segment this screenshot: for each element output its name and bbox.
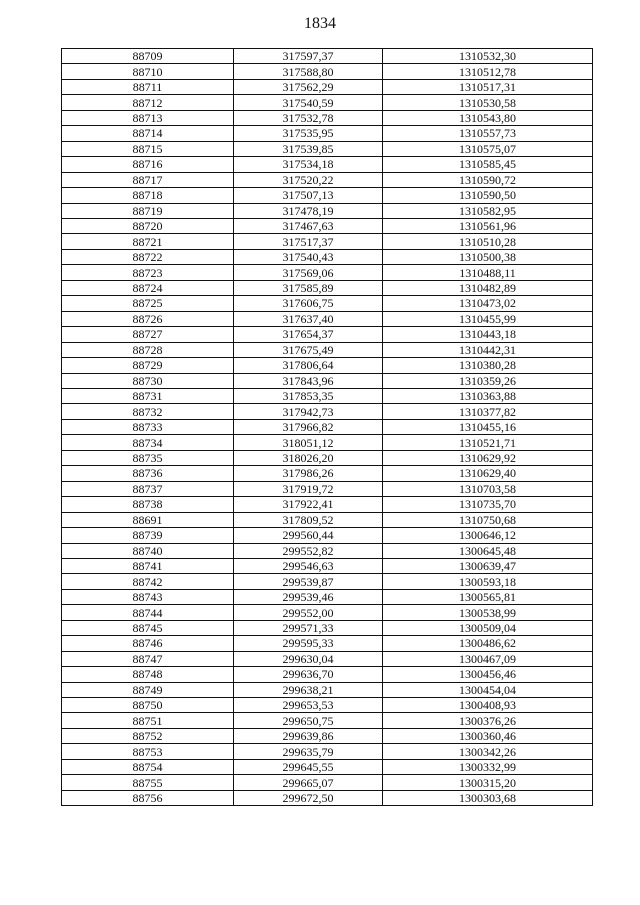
x-coordinate-cell: 317986,26	[234, 466, 383, 481]
point-number-cell: 88723	[62, 265, 234, 280]
x-coordinate-cell: 317520,22	[234, 172, 383, 187]
x-coordinate-cell: 317942,73	[234, 404, 383, 419]
y-coordinate-cell: 1310590,72	[383, 172, 593, 187]
table-row	[62, 775, 593, 790]
point-number-cell: 88727	[62, 327, 234, 342]
table-row	[62, 574, 593, 589]
y-coordinate-cell: 1310703,58	[383, 481, 593, 496]
x-coordinate-cell: 317637,40	[234, 311, 383, 326]
point-number-cell: 88741	[62, 558, 234, 573]
y-coordinate-cell: 1310377,82	[383, 404, 593, 419]
coordinates-table-container	[61, 48, 589, 806]
point-number-cell: 88718	[62, 188, 234, 203]
x-coordinate-cell: 317517,37	[234, 234, 383, 249]
point-number-cell: 88749	[62, 682, 234, 697]
x-coordinate-cell: 299672,50	[234, 790, 383, 805]
y-coordinate-cell: 1310443,18	[383, 327, 593, 342]
y-coordinate-cell: 1310629,40	[383, 466, 593, 481]
table-row	[62, 388, 593, 403]
table-row	[62, 605, 593, 620]
point-number-cell: 88710	[62, 64, 234, 79]
y-coordinate-cell: 1310482,89	[383, 280, 593, 295]
x-coordinate-cell: 317478,19	[234, 203, 383, 218]
x-coordinate-cell: 299560,44	[234, 528, 383, 543]
y-coordinate-cell: 1310582,95	[383, 203, 593, 218]
point-number-cell: 88711	[62, 79, 234, 94]
x-coordinate-cell: 299552,82	[234, 543, 383, 558]
y-coordinate-cell: 1310590,50	[383, 188, 593, 203]
point-number-cell: 88709	[62, 49, 234, 64]
x-coordinate-cell: 317585,89	[234, 280, 383, 295]
table-row	[62, 157, 593, 172]
x-coordinate-cell: 299539,87	[234, 574, 383, 589]
x-coordinate-cell: 317654,37	[234, 327, 383, 342]
table-row	[62, 249, 593, 264]
x-coordinate-cell: 299650,75	[234, 713, 383, 728]
point-number-cell: 88724	[62, 280, 234, 295]
point-number-cell: 88720	[62, 218, 234, 233]
table-row	[62, 481, 593, 496]
point-number-cell: 88742	[62, 574, 234, 589]
x-coordinate-cell: 317507,13	[234, 188, 383, 203]
x-coordinate-cell: 299635,79	[234, 744, 383, 759]
y-coordinate-cell: 1310512,78	[383, 64, 593, 79]
table-row	[62, 296, 593, 311]
table-row	[62, 141, 593, 156]
point-number-cell: 88736	[62, 466, 234, 481]
coordinates-table-body	[62, 49, 593, 806]
y-coordinate-cell: 1300509,04	[383, 620, 593, 635]
y-coordinate-cell: 1310735,70	[383, 497, 593, 512]
table-row	[62, 218, 593, 233]
y-coordinate-cell: 1310561,96	[383, 218, 593, 233]
y-coordinate-cell: 1300342,26	[383, 744, 593, 759]
y-coordinate-cell: 1300467,09	[383, 651, 593, 666]
point-number-cell: 88725	[62, 296, 234, 311]
table-row	[62, 172, 593, 187]
point-number-cell: 88721	[62, 234, 234, 249]
point-number-cell: 88712	[62, 95, 234, 110]
y-coordinate-cell: 1300408,93	[383, 698, 593, 713]
point-number-cell: 88748	[62, 667, 234, 682]
point-number-cell: 88746	[62, 636, 234, 651]
table-row	[62, 79, 593, 94]
y-coordinate-cell: 1300646,12	[383, 528, 593, 543]
x-coordinate-cell: 317588,80	[234, 64, 383, 79]
table-row	[62, 203, 593, 218]
table-row	[62, 636, 593, 651]
table-row	[62, 651, 593, 666]
y-coordinate-cell: 1310557,73	[383, 126, 593, 141]
point-number-cell: 88730	[62, 373, 234, 388]
y-coordinate-cell: 1300376,26	[383, 713, 593, 728]
point-number-cell: 88729	[62, 358, 234, 373]
y-coordinate-cell: 1300486,62	[383, 636, 593, 651]
y-coordinate-cell: 1310442,31	[383, 342, 593, 357]
y-coordinate-cell: 1310359,26	[383, 373, 593, 388]
x-coordinate-cell: 299571,33	[234, 620, 383, 635]
x-coordinate-cell: 318051,12	[234, 435, 383, 450]
y-coordinate-cell: 1310517,31	[383, 79, 593, 94]
x-coordinate-cell: 317539,85	[234, 141, 383, 156]
point-number-cell: 88752	[62, 728, 234, 743]
table-row	[62, 713, 593, 728]
x-coordinate-cell: 317675,49	[234, 342, 383, 357]
y-coordinate-cell: 1310500,38	[383, 249, 593, 264]
page-number: 1834	[304, 15, 336, 32]
point-number-cell: 88733	[62, 419, 234, 434]
y-coordinate-cell: 1310455,16	[383, 419, 593, 434]
point-number-cell: 88731	[62, 388, 234, 403]
y-coordinate-cell: 1310521,71	[383, 435, 593, 450]
x-coordinate-cell: 317809,52	[234, 512, 383, 527]
table-row	[62, 497, 593, 512]
x-coordinate-cell: 317540,43	[234, 249, 383, 264]
y-coordinate-cell: 1300360,46	[383, 728, 593, 743]
y-coordinate-cell: 1310585,45	[383, 157, 593, 172]
table-row	[62, 234, 593, 249]
y-coordinate-cell: 1310510,28	[383, 234, 593, 249]
x-coordinate-cell: 299638,21	[234, 682, 383, 697]
point-number-cell: 88753	[62, 744, 234, 759]
x-coordinate-cell: 299639,86	[234, 728, 383, 743]
x-coordinate-cell: 317535,95	[234, 126, 383, 141]
y-coordinate-cell: 1310455,99	[383, 311, 593, 326]
y-coordinate-cell: 1310543,80	[383, 110, 593, 125]
x-coordinate-cell: 317467,63	[234, 218, 383, 233]
y-coordinate-cell: 1300456,46	[383, 667, 593, 682]
x-coordinate-cell: 299636,70	[234, 667, 383, 682]
x-coordinate-cell: 299653,53	[234, 698, 383, 713]
point-number-cell: 88722	[62, 249, 234, 264]
x-coordinate-cell: 317806,64	[234, 358, 383, 373]
table-row	[62, 667, 593, 682]
y-coordinate-cell: 1310532,30	[383, 49, 593, 64]
table-row	[62, 342, 593, 357]
point-number-cell: 88739	[62, 528, 234, 543]
x-coordinate-cell: 299546,63	[234, 558, 383, 573]
y-coordinate-cell: 1310750,68	[383, 512, 593, 527]
point-number-cell: 88732	[62, 404, 234, 419]
table-row	[62, 466, 593, 481]
table-row	[62, 790, 593, 805]
point-number-cell: 88754	[62, 759, 234, 774]
point-number-cell: 88715	[62, 141, 234, 156]
x-coordinate-cell: 299665,07	[234, 775, 383, 790]
point-number-cell: 88714	[62, 126, 234, 141]
table-row	[62, 435, 593, 450]
x-coordinate-cell: 317843,96	[234, 373, 383, 388]
point-number-cell: 88719	[62, 203, 234, 218]
x-coordinate-cell: 317922,41	[234, 497, 383, 512]
table-row	[62, 620, 593, 635]
y-coordinate-cell: 1300538,99	[383, 605, 593, 620]
table-row	[62, 682, 593, 697]
table-row	[62, 589, 593, 604]
table-row	[62, 64, 593, 79]
table-row	[62, 450, 593, 465]
point-number-cell: 88734	[62, 435, 234, 450]
point-number-cell: 88737	[62, 481, 234, 496]
point-number-cell: 88735	[62, 450, 234, 465]
x-coordinate-cell: 299630,04	[234, 651, 383, 666]
x-coordinate-cell: 317562,29	[234, 79, 383, 94]
table-row	[62, 280, 593, 295]
table-row	[62, 558, 593, 573]
point-number-cell: 88743	[62, 589, 234, 604]
y-coordinate-cell: 1300303,68	[383, 790, 593, 805]
point-number-cell: 88744	[62, 605, 234, 620]
x-coordinate-cell: 317606,75	[234, 296, 383, 311]
y-coordinate-cell: 1300639,47	[383, 558, 593, 573]
point-number-cell: 88751	[62, 713, 234, 728]
x-coordinate-cell: 317532,78	[234, 110, 383, 125]
y-coordinate-cell: 1310473,02	[383, 296, 593, 311]
table-row	[62, 528, 593, 543]
point-number-cell: 88717	[62, 172, 234, 187]
y-coordinate-cell: 1310530,58	[383, 95, 593, 110]
x-coordinate-cell: 317853,35	[234, 388, 383, 403]
point-number-cell: 88713	[62, 110, 234, 125]
table-row	[62, 265, 593, 280]
table-row	[62, 358, 593, 373]
point-number-cell: 88716	[62, 157, 234, 172]
point-number-cell: 88755	[62, 775, 234, 790]
table-row	[62, 110, 593, 125]
y-coordinate-cell: 1310380,28	[383, 358, 593, 373]
y-coordinate-cell: 1310363,88	[383, 388, 593, 403]
table-row	[62, 759, 593, 774]
table-row	[62, 95, 593, 110]
table-row	[62, 744, 593, 759]
point-number-cell: 88728	[62, 342, 234, 357]
point-number-cell: 88738	[62, 497, 234, 512]
table-row	[62, 188, 593, 203]
y-coordinate-cell: 1300593,18	[383, 574, 593, 589]
y-coordinate-cell: 1310575,07	[383, 141, 593, 156]
x-coordinate-cell: 317597,37	[234, 49, 383, 64]
point-number-cell: 88745	[62, 620, 234, 635]
x-coordinate-cell: 299595,33	[234, 636, 383, 651]
x-coordinate-cell: 317540,59	[234, 95, 383, 110]
y-coordinate-cell: 1300565,81	[383, 589, 593, 604]
y-coordinate-cell: 1300332,99	[383, 759, 593, 774]
table-row	[62, 419, 593, 434]
table-row	[62, 311, 593, 326]
point-number-cell: 88750	[62, 698, 234, 713]
x-coordinate-cell: 317569,06	[234, 265, 383, 280]
x-coordinate-cell: 317919,72	[234, 481, 383, 496]
y-coordinate-cell: 1310488,11	[383, 265, 593, 280]
coordinates-table	[61, 48, 593, 806]
table-row	[62, 698, 593, 713]
x-coordinate-cell: 317534,18	[234, 157, 383, 172]
y-coordinate-cell: 1300315,20	[383, 775, 593, 790]
table-row	[62, 327, 593, 342]
x-coordinate-cell: 317966,82	[234, 419, 383, 434]
y-coordinate-cell: 1310629,92	[383, 450, 593, 465]
x-coordinate-cell: 299552,00	[234, 605, 383, 620]
table-row	[62, 373, 593, 388]
point-number-cell: 88726	[62, 311, 234, 326]
point-number-cell: 88691	[62, 512, 234, 527]
table-row	[62, 404, 593, 419]
y-coordinate-cell: 1300454,04	[383, 682, 593, 697]
table-row	[62, 126, 593, 141]
x-coordinate-cell: 299539,46	[234, 589, 383, 604]
table-row	[62, 728, 593, 743]
point-number-cell: 88756	[62, 790, 234, 805]
table-row	[62, 543, 593, 558]
x-coordinate-cell: 318026,20	[234, 450, 383, 465]
x-coordinate-cell: 299645,55	[234, 759, 383, 774]
point-number-cell: 88747	[62, 651, 234, 666]
point-number-cell: 88740	[62, 543, 234, 558]
y-coordinate-cell: 1300645,48	[383, 543, 593, 558]
table-row	[62, 512, 593, 527]
table-row	[62, 49, 593, 64]
